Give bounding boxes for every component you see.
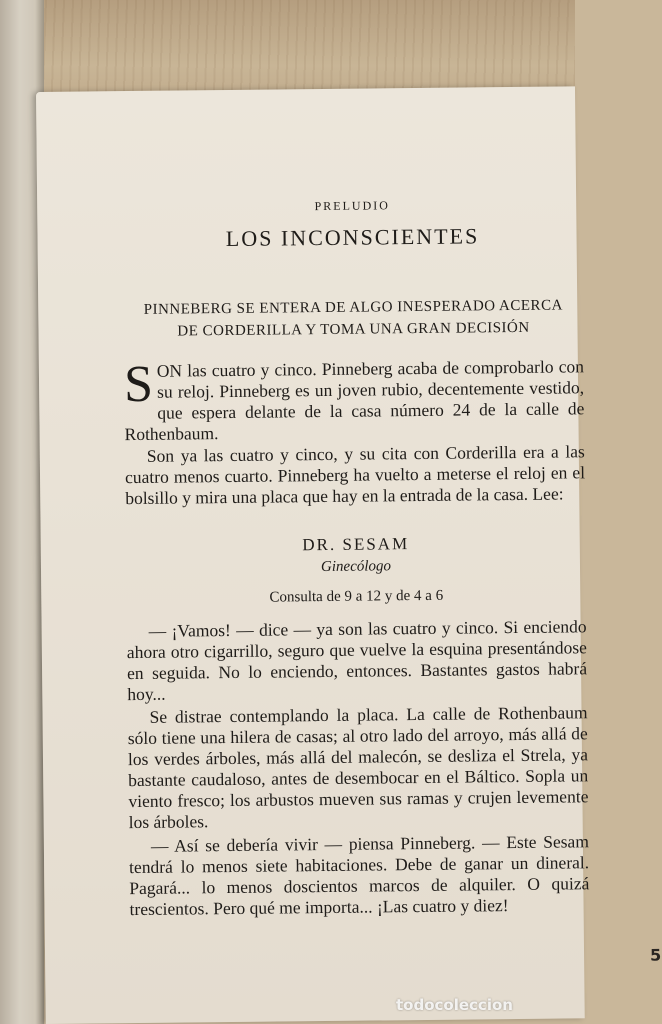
chapter-subtitle — [123, 294, 583, 343]
drop-cap: S — [123, 355, 154, 414]
paragraph-3: — ¡Vamos! — dice — ya son las cuatro y cinco. Si enciendo ahora otro cigarrillo, seguro que vuelve la esquina presentándose en seguida. No lo enciendo, entonces. Bastantes gastos habrá hoy... — [126, 616, 588, 705]
subtitle-line-2: DE CORDERILLA Y TOMA UNA GRAN DECISIÓN — [177, 319, 530, 340]
paragraph-2: Son ya las cuatro y cinco, y su cita con Corderilla era a las cuatro menos cuarto. Pinneberg ha vuelto a meterse el reloj en el bolsillo y mira una placa que hay en la entrada de la casa. Lee: — [124, 441, 586, 509]
subtitle-line-1: PINNEBERG SE ENTERA DE ALGO INESPERADO ACERCA — [143, 297, 563, 318]
paragraph-5: — Así se debería vivir — piensa Pinneberg. — Este Sesam tendrá lo menos siete habitaciones. Debe de ganar un dineral. Pagará... lo menos doscientos marcos de alquiler. O quizá trescientos. Pero qué me importa... ¡Las cuatro y diez! — [129, 831, 590, 920]
sign-doctor-name: DR. SESAM — [302, 534, 410, 555]
page-number: 5 — [649, 945, 662, 965]
sign-consult-hours: Consulta de 9 a 12 y de 4 a 6 — [269, 587, 444, 606]
section-label: PRELUDIO — [314, 198, 390, 214]
paragraph-1 — [124, 356, 585, 445]
paragraph-4: Se distrae contemplando la placa. La calle de Rothenbaum sólo tiene una hilera de casas; al otro lado del arroyo, más allá de los verdes árboles, más allá del malecón, se desliza el Strela, ya bastante caudaloso, antes de desembocar en el Báltico. Sopla un viento fresco; los arbustos mueven sus ramas y crujen levemente los árboles. — [127, 702, 589, 833]
watermark-logo: todocoleccion — [396, 996, 513, 1014]
paragraph-1-text: ON las cuatro y cinco. Pinneberg acaba de comprobarlo con su reloj. Pinneberg es un joven rubio, decentemente vestido, que espera delante de la casa número 24 de la calle de Rothenbaum. — [124, 356, 585, 445]
chapter-title: LOS INCONSCIENTES — [225, 223, 480, 252]
book-page — [36, 86, 662, 1024]
sign-doctor-role: Ginecólogo — [320, 558, 392, 576]
